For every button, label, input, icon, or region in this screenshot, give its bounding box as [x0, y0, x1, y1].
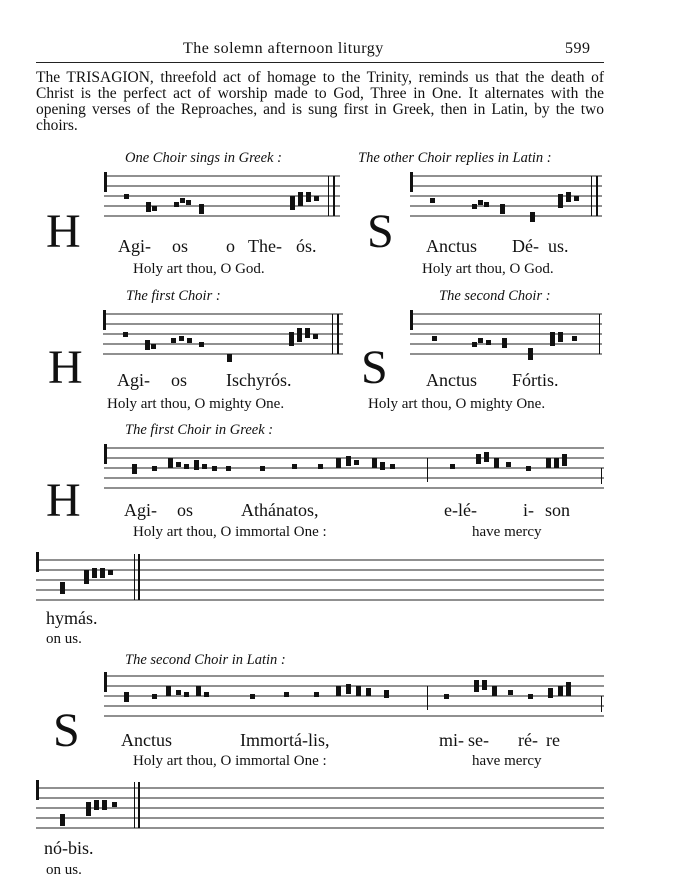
lyric-syllable: ós. [296, 236, 317, 256]
lyric-syllable: os [177, 500, 194, 520]
translation: Holy art thou, O mighty One. [107, 396, 285, 412]
intro-paragraph: The TRISAGION, threefold act of homage to the Trinity, reminds us that the death of Christ is the perfect act of worship made to God, Three in One. It alternates with the opening verses of the Reproaches, and is sung first in Greek, then in Latin, by the two choirs. [36, 69, 604, 134]
lyric-syllable: os [171, 370, 188, 390]
page-number: 599 [565, 40, 591, 57]
choir-heading-first: The first Choir : [126, 288, 221, 304]
lyric-syllable: us. [548, 236, 569, 256]
choir-heading-greek: One Choir sings in Greek : [125, 150, 282, 166]
lyric-syllable: o [226, 236, 235, 256]
lyric-syllable: Ischyrós. [226, 370, 292, 390]
drop-cap: H [46, 474, 81, 527]
translation: have mercy [472, 753, 542, 769]
lyric-syllable: Agi- [118, 236, 151, 256]
lyric-syllable: son [545, 500, 571, 520]
lyric-syllable: nó-bis. [44, 838, 94, 858]
lyric-syllable: i- [523, 500, 534, 520]
lyric-syllable: se- [468, 730, 489, 750]
music-staff [104, 444, 604, 500]
lyric-syllable: ré- [518, 730, 538, 750]
music-staff [104, 672, 604, 728]
translation: on us. [46, 631, 82, 647]
translation: Holy art thou, O immortal One : [133, 753, 327, 769]
lyric-syllable: Athánatos, [241, 500, 319, 520]
lyric-syllable: Fórtis. [512, 370, 559, 390]
lyric-syllable: Anctus [426, 370, 477, 390]
lyric-syllable: mi- [439, 730, 464, 750]
lyric-syllable: Agi- [124, 500, 157, 520]
choir-heading-second: The second Choir : [439, 288, 551, 304]
lyric-syllable: Agi- [117, 370, 150, 390]
choir-heading-first-greek: The first Choir in Greek : [125, 422, 274, 438]
music-staff [104, 172, 340, 228]
lyric-syllable: Anctus [426, 236, 477, 256]
lyric-syllable: hymás. [46, 608, 98, 628]
translation: Holy art thou, O mighty One. [368, 396, 546, 412]
drop-cap: S [53, 704, 80, 757]
lyric-syllable: Dé- [512, 236, 539, 256]
drop-cap: H [46, 205, 81, 258]
lyric-syllable: e-lé- [444, 500, 477, 520]
music-staff [410, 310, 602, 366]
music-staff [410, 172, 602, 228]
drop-cap: S [361, 341, 388, 394]
translation: Holy art thou, O God. [422, 261, 554, 277]
choir-heading-latin: The other Choir replies in Latin : [358, 150, 552, 166]
choir-heading-second-latin: The second Choir in Latin : [125, 652, 286, 668]
lyric-syllable: os [172, 236, 189, 256]
music-staff [36, 784, 604, 840]
lyric-syllable: Anctus [121, 730, 172, 750]
music-staff [103, 310, 343, 366]
music-staff [36, 556, 604, 612]
lyric-syllable: Immortá-lis, [240, 730, 330, 750]
translation: have mercy [472, 524, 542, 540]
running-title: The solemn afternoon liturgy [183, 40, 384, 57]
header-rule [36, 62, 604, 63]
lyric-syllable: re [546, 730, 560, 750]
lyric-syllable: The- [248, 236, 282, 256]
translation: Holy art thou, O God. [133, 261, 265, 277]
drop-cap: S [367, 205, 394, 258]
translation: on us. [46, 862, 82, 878]
translation: Holy art thou, O immortal One : [133, 524, 327, 540]
drop-cap: H [48, 341, 83, 394]
